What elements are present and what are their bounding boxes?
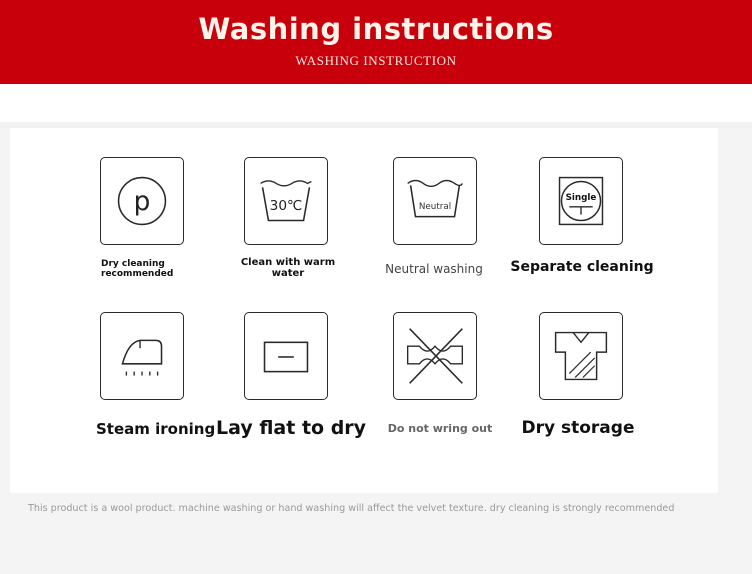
label-warm-water [232,257,344,279]
page-title: Washing instructions [198,12,554,46]
dry-clean-letter: p [133,186,151,217]
page-subtitle: WASHING INSTRUCTION [295,53,457,68]
label-dry-cleaning-line1: Dry cleaning [101,259,165,269]
single-text: Single [565,193,597,204]
spacer-band [0,84,752,122]
separate-wash-icon [539,157,623,245]
header-banner [0,0,752,84]
flat-dry-icon [244,312,328,400]
label-separate-cleaning: Separate cleaning [510,259,654,275]
label-dry-storage: Dry storage [521,418,635,438]
label-no-wring: Do not wring out [387,422,493,435]
wash-temp: 30℃ [269,197,303,214]
footer-note: This product is a wool product. machine washing or hand washing will affect the velvet texture. dry cleaning is strongly recommended [28,503,675,514]
label-warm-line2: water [271,268,305,279]
dry-clean-icon [100,157,184,245]
label-steam-ironing: Steam ironing [96,420,216,438]
iron-icon [100,312,184,400]
label-lay-flat: Lay flat to dry [216,417,367,439]
wash-30-icon [244,157,328,245]
neutral-text: Neutral [418,201,452,212]
neutral-wash-icon [393,157,477,245]
dry-storage-icon [539,312,623,400]
label-dry-cleaning-line2: recommended [101,269,174,279]
label-neutral-washing: Neutral washing [385,262,483,276]
label-dry-cleaning [101,259,173,279]
no-wring-icon [393,312,477,400]
label-warm-line1: Clean with warm [240,257,336,268]
